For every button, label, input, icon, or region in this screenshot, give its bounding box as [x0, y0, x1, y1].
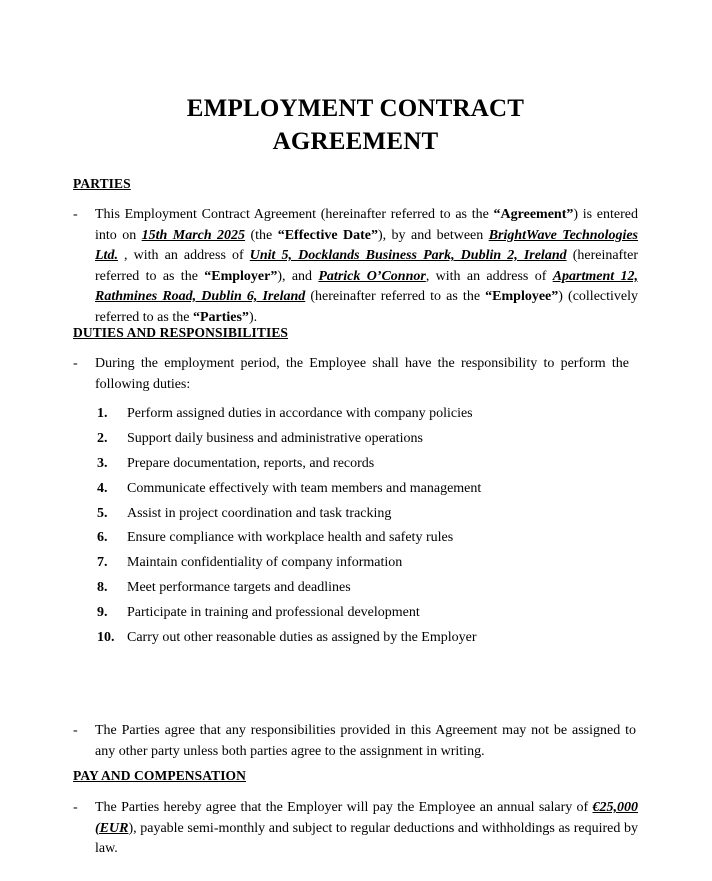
field-employee-name: Patrick O’Connor [318, 268, 426, 284]
list-item-number: 4. [97, 480, 108, 496]
list-item [97, 404, 617, 429]
parties-text-3: (the [245, 227, 278, 243]
duties-list [97, 404, 617, 653]
list-item [97, 528, 617, 553]
duties-intro-text: During the employment period, the Employee shall have the responsibility to perform the following duties: [95, 356, 629, 392]
parties-text-7: ), and [277, 268, 319, 284]
field-employee-address: Apartment 12, Rathmines Road, Dublin 6, Ireland [95, 268, 638, 304]
list-item [97, 479, 617, 504]
parties-text-9: (hereinafter referred to as the [305, 289, 486, 304]
bullet-dash: - [73, 800, 78, 815]
pay-text-2: ), payable semi-monthly and subject to regular deductions and withholdings as required by law. [95, 820, 638, 856]
list-item-label: Carry out other reasonable duties as assigned by the Employer [127, 630, 477, 646]
pay-text-1: The Parties hereby agree that the Employer will pay the Employee an annual salary of [95, 800, 593, 815]
list-item-label: Meet performance targets and deadlines [127, 580, 351, 596]
list-item [97, 628, 617, 653]
field-annual-salary: €25,000 (EUR [95, 800, 638, 836]
bullet-dash: - [73, 207, 78, 222]
list-item [97, 578, 617, 603]
list-item-number: 5. [97, 505, 108, 521]
assignment-clause-paragraph [73, 721, 636, 762]
list-item [97, 429, 617, 454]
parties-text-4: ), by and between [377, 227, 489, 243]
field-employer-address: Unit 5, Docklands Business Park, Dublin 2, Ireland [249, 248, 567, 263]
page-title [73, 92, 638, 158]
bullet-dash: - [73, 356, 78, 371]
parties-paragraph-text [95, 205, 638, 328]
list-item-number: 8. [97, 580, 108, 596]
list-item-label: Perform assigned duties in accordance with company policies [127, 406, 473, 421]
parties-text-6: (hereinafter referred to as the [95, 248, 638, 284]
list-item-number: 10. [97, 630, 115, 646]
parties-text-1: This Employment Contract Agreement (hereinafter referred to as the [95, 207, 494, 222]
term-agreement: “Agreement” [493, 207, 574, 222]
term-effective-date: “Effective Date” [277, 227, 378, 243]
list-item-label: Communicate effectively with team members and management [127, 480, 482, 496]
list-item-number: 2. [97, 430, 108, 446]
title-line-2: AGREEMENT [272, 128, 439, 155]
section-heading-pay: PAY AND COMPENSATION [73, 768, 247, 783]
list-item [97, 454, 617, 479]
parties-text-8: , with an address of [425, 268, 553, 284]
list-item-number: 9. [97, 605, 108, 621]
parties-text-10: ) (collectively referred to as the [95, 289, 639, 325]
list-item-label: Participate in training and professional development [127, 605, 420, 621]
list-item [97, 553, 617, 578]
term-parties: “Parties” [192, 309, 249, 325]
section-heading-duties: DUTIES AND RESPONSIBILITIES [73, 325, 289, 340]
term-employee: “Employee” [485, 289, 559, 304]
parties-text-5: , with an address of [117, 248, 250, 263]
list-item-label: Assist in project coordination and task tracking [127, 505, 392, 521]
pay-paragraph-text [95, 798, 638, 860]
list-item [97, 504, 617, 529]
term-employer: “Employer” [204, 268, 278, 284]
bullet-dash: - [73, 723, 78, 738]
list-item [97, 603, 617, 628]
section-heading-parties: PARTIES [73, 176, 131, 191]
field-effective-date: 15th March 2025 [141, 227, 246, 243]
list-item-label: Support daily business and administrative operations [127, 430, 423, 446]
list-item-label: Prepare documentation, reports, and records [127, 455, 375, 471]
list-item-label: Maintain confidentiality of company information [127, 555, 403, 571]
list-item-number: 1. [97, 406, 108, 421]
list-item-number: 7. [97, 555, 108, 571]
parties-paragraph [73, 205, 638, 328]
pay-paragraph [73, 798, 638, 860]
list-item-number: 6. [97, 530, 108, 546]
title-line-1: EMPLOYMENT CONTRACT [186, 95, 525, 122]
list-item-label: Ensure compliance with workplace health and safety rules [127, 530, 454, 546]
list-item-number: 3. [97, 455, 108, 471]
parties-text-2: ) is entered into on [95, 207, 638, 243]
field-employer-name: BrightWave Technologies Ltd. [95, 227, 639, 263]
assignment-clause-text: The Parties agree that any responsibilities provided in this Agreement may not be assigned to any other party unless both parties agree to the assignment in writing. [95, 723, 636, 759]
parties-text-11: ). [248, 309, 258, 325]
duties-intro-paragraph [73, 354, 629, 395]
